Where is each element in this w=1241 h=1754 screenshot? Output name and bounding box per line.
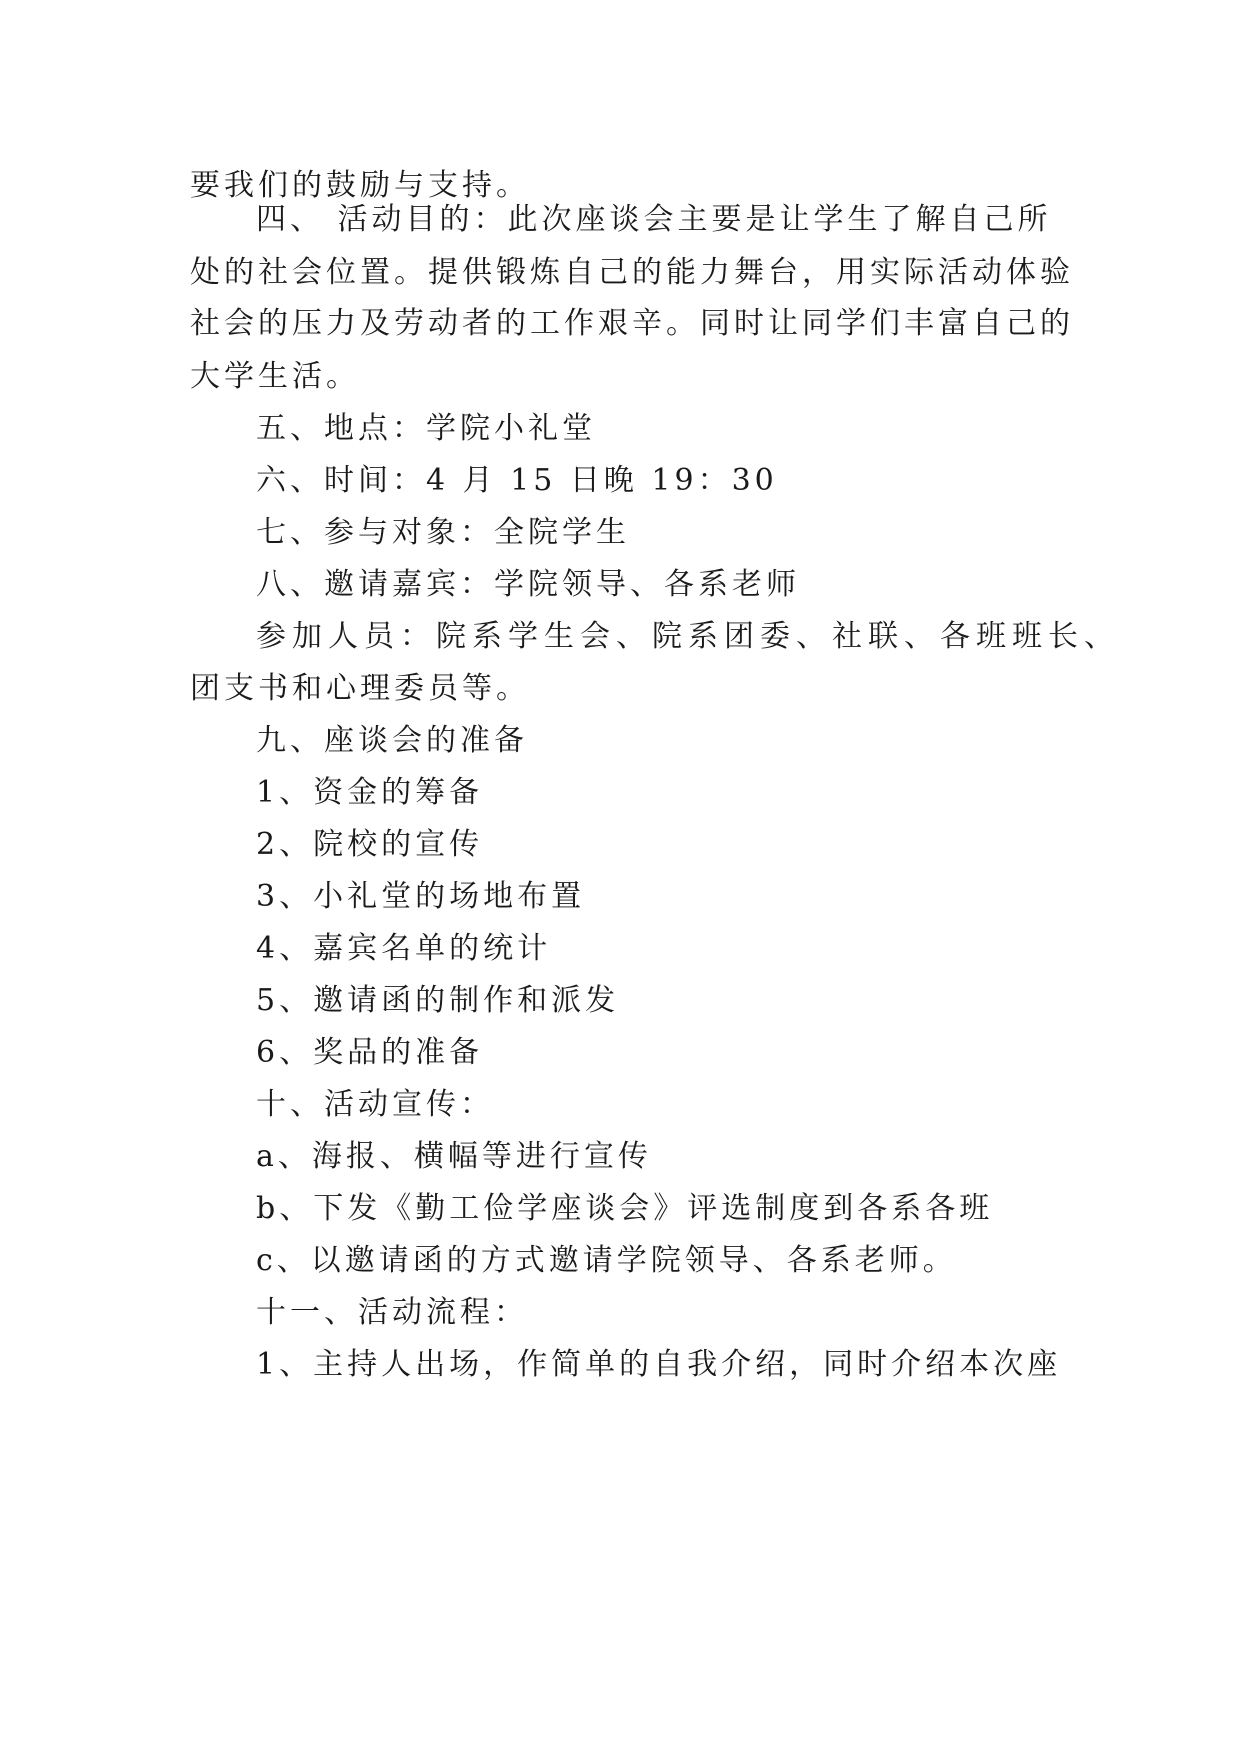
paragraph-line: 要我们的鼓励与支持。 [190, 168, 530, 203]
section-heading-location: 五、地点：学院小礼堂 [256, 411, 596, 446]
list-item: 2、院校的宣传 [256, 827, 484, 862]
section-heading-preparation: 九、座谈会的准备 [256, 723, 528, 758]
section-heading-purpose: 四、 活动目的：此次座谈会主要是让学生了解自己所 [256, 202, 1052, 237]
section-heading-process: 十一、活动流程： [256, 1295, 528, 1330]
section-heading-guests: 八、邀请嘉宾：学院领导、各系老师 [256, 567, 800, 602]
list-item: c、以邀请函的方式邀请学院领导、各系老师。 [256, 1243, 957, 1278]
section-heading-participants: 七、参与对象：全院学生 [256, 515, 630, 550]
list-item: b、下发《勤工俭学座谈会》评选制度到各系各班 [256, 1191, 994, 1226]
paragraph-line: 社会的压力及劳动者的工作艰辛。同时让同学们丰富自己的 [190, 306, 1074, 341]
section-heading-publicity: 十、活动宣传： [256, 1087, 494, 1122]
paragraph-line: 参加人员：院系学生会、院系团委、社联、各班班长、 [256, 619, 1120, 654]
list-item: 4、嘉宾名单的统计 [256, 931, 552, 966]
list-item: a、海报、横幅等进行宣传 [256, 1139, 652, 1174]
list-item: 5、邀请函的制作和派发 [256, 983, 620, 1018]
section-heading-time: 六、时间：4 月 15 日晚 19：30 [256, 463, 778, 498]
paragraph-line: 大学生活。 [190, 359, 360, 394]
list-item: 3、小礼堂的场地布置 [256, 879, 586, 914]
list-item: 6、奖品的准备 [256, 1035, 484, 1070]
list-item: 1、资金的筹备 [256, 775, 484, 810]
list-item: 1、主持人出场，作简单的自我介绍，同时介绍本次座 [256, 1347, 1062, 1382]
paragraph-line: 团支书和心理委员等。 [190, 671, 530, 706]
paragraph-line: 处的社会位置。提供锻炼自己的能力舞台，用实际活动体验 [190, 255, 1074, 290]
